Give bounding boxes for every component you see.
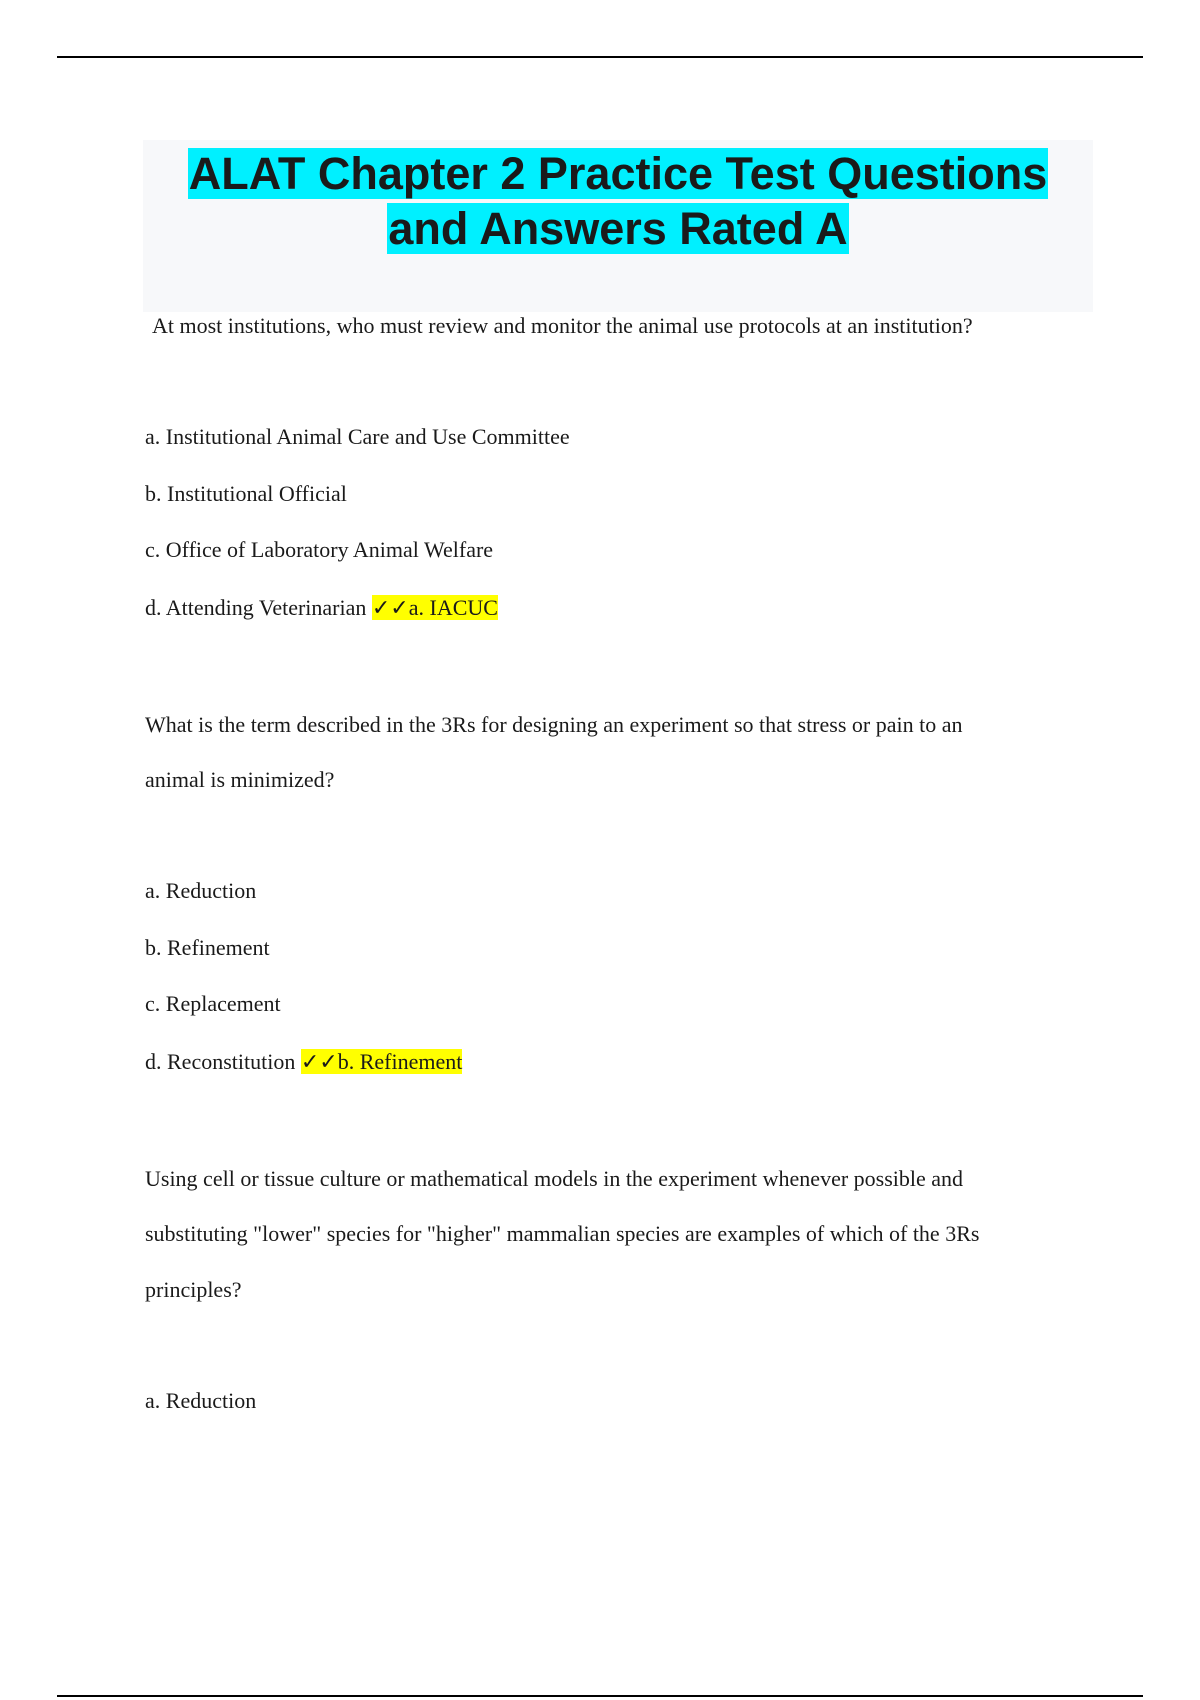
question-1-text: At most institutions, who must review and monitor the animal use protocols at an institution? (152, 313, 973, 338)
question-3-text-line-2: substituting "lower" species for "higher" mammalian species are examples of which of the 3Rs (145, 1221, 980, 1246)
question-1-option-b: b. Institutional Official (145, 481, 347, 506)
question-2-answer: ✓✓b. Refinement (300, 1049, 463, 1074)
page-bottom-rule (57, 1695, 1143, 1697)
page-top-rule (57, 56, 1143, 58)
question-3-text-line-3: principles? (145, 1277, 242, 1302)
question-1-option-d: d. Attending Veterinarian (145, 595, 367, 620)
document-title (143, 146, 1093, 256)
question-2-option-a: a. Reduction (145, 878, 257, 903)
title-line-1: ALAT Chapter 2 Practice Test Questions (188, 148, 1048, 199)
question-2-option-d-row (145, 1048, 462, 1076)
question-1-option-c: c. Office of Laboratory Animal Welfare (145, 537, 494, 562)
question-2-text-line-2: animal is minimized? (145, 767, 335, 792)
title-line-2: and Answers Rated A (388, 203, 848, 254)
question-3-text-line-1: Using cell or tissue culture or mathematical models in the experiment whenever possible and (145, 1166, 964, 1191)
question-1-option-a: a. Institutional Animal Care and Use Committee (145, 424, 570, 449)
question-3-option-a: a. Reduction (145, 1388, 257, 1413)
question-2-text-line-1: What is the term described in the 3Rs for designing an experiment so that stress or pain to an (145, 712, 963, 737)
question-1-option-d-row (145, 594, 498, 622)
question-2-option-d: d. Reconstitution (145, 1049, 296, 1074)
question-2-option-b: b. Refinement (145, 935, 270, 960)
question-2-option-c: c. Replacement (145, 991, 281, 1016)
question-1-answer: ✓✓a. IACUC (371, 595, 498, 620)
